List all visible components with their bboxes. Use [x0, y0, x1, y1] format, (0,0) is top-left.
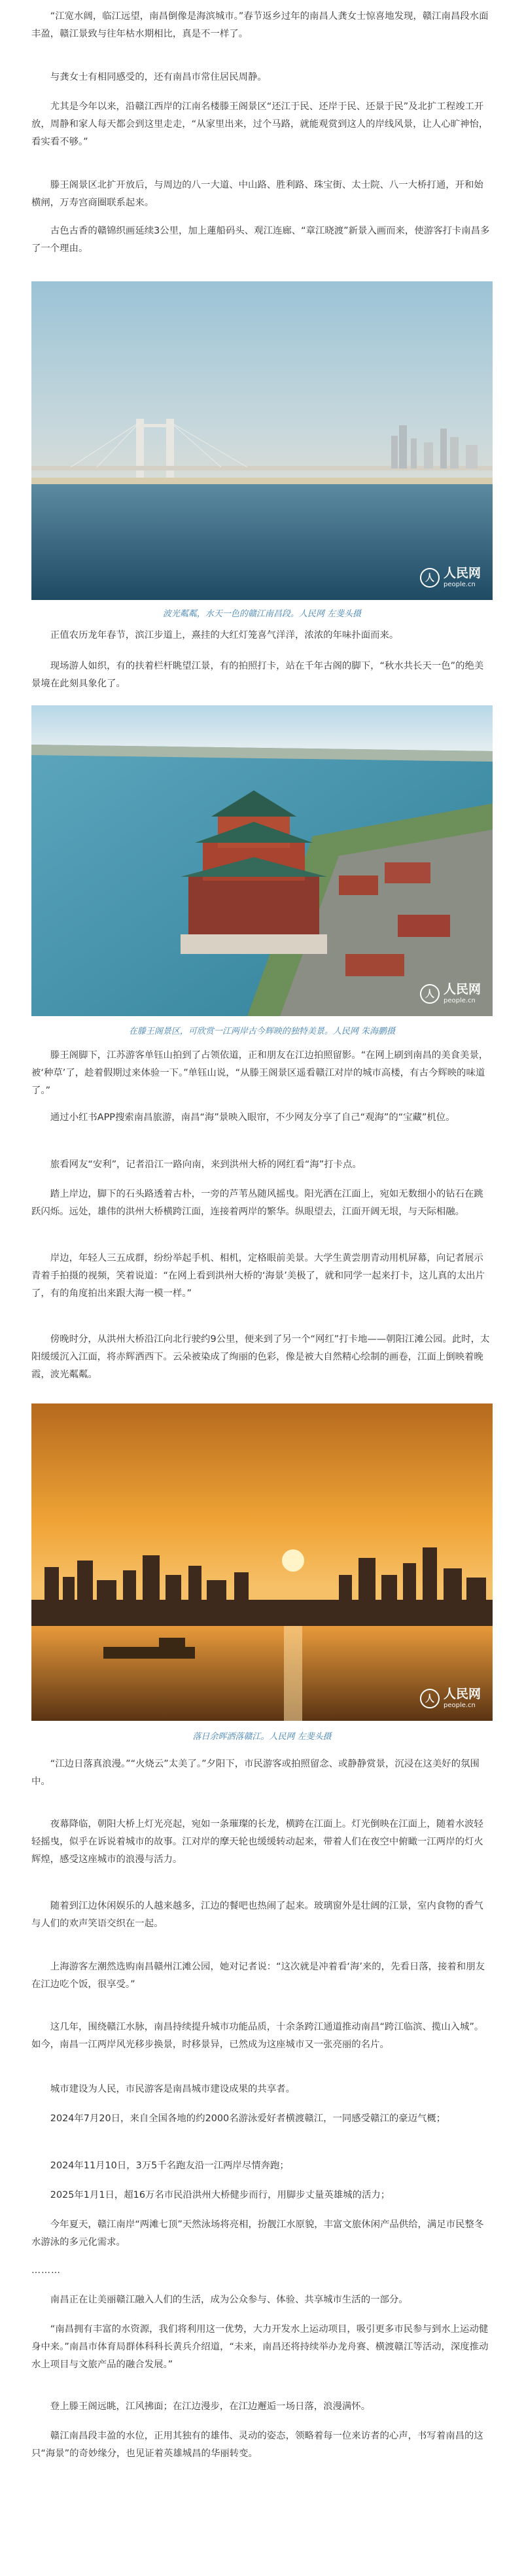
paragraph: 登上滕王阁远眺，江风拂面；在江边漫步，在江边邂逅一场日落，浪漫满怀。 [50, 2401, 371, 2412]
paragraph: 古色古香的赣锦织画延续3公里，加上蓮船码头、观江连廊、“章江晓渡”新景入画而来，使游客打卡南昌多了一个理由。 [31, 226, 490, 254]
paragraph: 岸边，年轻人三五成群，纷纷举起手机、相机，定格眼前美景。大学生黄尝朋青动用机屏幕，向记者展示青着手拍摄的视频，笑着说道：“在网上看到洪州大桥的‘海景’美极了，就和同学一起来打卡，这儿真的太出片了，有的角度拍出来跟大海一模一样。” [31, 1253, 485, 1299]
people-cn-logo-icon: 人 [420, 984, 440, 1004]
people-cn-logo-icon: 人 [420, 1689, 440, 1708]
people-cn-logo-icon: 人 [420, 568, 440, 588]
paragraph: 踏上岸边，脚下的石头路透着古朴，一旁的芦苇丛随风摇曳。阳光洒在江面上，宛如无数细小的钻石在跳跃闪烁。远处，雄伟的洪州大桥横跨江面，连接着两岸的繁华。纵眼望去，江面开阔无垠，与天际相融。 [31, 1189, 483, 1217]
watermark-en: people.cn [443, 581, 476, 588]
watermark-cn: 人民网 [443, 566, 481, 580]
photo-caption: 落日余晖洒落赣江。人民网 左斐头摄 [192, 1732, 332, 1742]
paragraph: 上海游客左潮然选购南昌赣州江滩公园，她对记者说：“这次就是冲着看‘海’来的，先看日落，接着和朋友在江边吃个饭，很享受。” [31, 1962, 485, 1990]
paragraph: 城市建设为人民，市民游客是南昌城市建设成果的共享者。 [50, 2084, 295, 2094]
paragraph: “江边日落真浪漫。”“火烧云”太美了。”夕阳下，市民游客或拍照留念、或静静赏景，沉浸在这美好的氛围中。 [31, 1759, 480, 1787]
photo-river-city-skyline [31, 281, 493, 600]
people-cn-watermark [420, 567, 481, 588]
paragraph: 2024年11月10日，3万5千名跑友沿一江两岸尽情奔跑； [50, 2161, 289, 2171]
paragraph: 通过小红书APP搜索南昌旅游，南昌“海”景映入眼帘，不少网友分享了自己“观海”的“宝藏”机位。 [50, 1112, 455, 1123]
paragraph: 傍晚时分，从洪州大桥沿江向北行驶约9公里，便来到了另一个“网红”打卡地——朝阳江滩公园。此时，太阳缓缓沉入江面，将赤辉洒西下。云朵被染成了绚丽的色彩，像是被大自然精心绘制的画卷，江面上倒映着晚霞，波光粼粼。 [31, 1334, 490, 1380]
river-bridge-illustration [31, 281, 493, 600]
paragraph: 2024年7月20日，来自全国各地的约2000名游泳爱好者横渡赣江，一同感受赣江的豪迈气概； [50, 2113, 446, 2124]
paragraph: 与龚女士有相同感受的，还有南昌市常住居民周静。 [50, 72, 267, 82]
watermark-cn: 人民网 [443, 1687, 481, 1701]
sunset-illustration [31, 1403, 493, 1721]
watermark-cn: 人民网 [443, 982, 481, 997]
paragraph: “江宽水阔，临江远望，南昌倒像是海滨城市。”春节返乡过年的南昌人龚女士惊喜地发现，赣江南昌段水面丰盈，赣江景致与往年枯水期相比，真是不一样了。 [31, 11, 489, 39]
paragraph: 2025年1月1日，超16万名市民沿洪州大桥健步而行，用脚步丈量英雄城的活力； [50, 2190, 391, 2200]
photo-tengwang-pavilion-aerial [31, 705, 493, 1016]
paragraph: 夜幕降临，朝阳大桥上灯光亮起，宛如一条璀璨的长龙，横跨在江面上。灯光倒映在江面上，随着水波轻轻摇曳，似乎在诉说着城市的故事。江对岸的摩天轮也缓缓转动起来，带着人们在夜空中俯瞰一江两岸的灯火辉煌，感受这座城市的浪漫与活力。 [31, 1819, 483, 1865]
paragraph: 滕王阁景区北扩开放后，与周边的八一大道、中山路、胜利路、珠宝街、太士院、八一大桥打通，开和始横闸，万寿宫商圈联系起来。 [31, 180, 483, 208]
paragraph: 今年夏天，赣江南岸“两滩七顶”天然泳场将亮相，扮靓江水原貌，丰富文旅休闲产品供给，满足市民整冬水游泳的多元化需求。 [31, 2219, 484, 2248]
watermark-en: people.cn [443, 1702, 476, 1709]
paragraph: 这几年，围绕赣江水脉，南昌持续提升城市功能品质，十余条跨江通道推动南昌“跨江临滨、揽山入城”。如今，南昌一江两岸风光移步换景，时移景异，已然成为这座城市又一张亮丽的名片。 [31, 2022, 484, 2050]
section-separator: ……… [31, 2265, 61, 2276]
people-cn-watermark [420, 983, 481, 1004]
paragraph: 随着到江边休闲娱乐的人越来越多，江边的餐吧也热闹了起来。玻璃窗外是壮阔的江景，室内食物的香气与人们的欢声笑语交织在一起。 [31, 1901, 483, 1929]
paragraph: 旅看网友“安利”，记者沿江一路向南，来到洪州大桥的网红看“海”打卡点。 [50, 1159, 362, 1170]
paragraph: 正值农历龙年春节，滨江步道上，熹挂的大红灯笼喜气洋洋，浓浓的年味扑面而来。 [50, 630, 399, 641]
paragraph: “南昌拥有丰富的水资源，我们将利用这一优势，大力开发水上运动项目，吸引更多市民参与到水上运动健身中来。”南昌市体育局群体科科长黄兵介绍道，“未来，南昌还将持续举办龙舟赛、横渡赣江等活动，深度推动水上项目与文旅产品的融合发展。” [31, 2324, 489, 2370]
photo-caption: 波光粼粼，水天一色的赣江南昌段。人民网 左斐头摄 [162, 609, 362, 619]
people-cn-watermark [420, 1688, 481, 1709]
paragraph: 尤其是今年以来，沿赣江西岸的江南名楼滕王阁景区“还江于民、还岸于民、还景于民”及北扩工程竣工开放，周静和家人每天都会到这里走走，“从家里出来，过个马路，就能观赏到这人的岸线风景，让人心旷神怡，看实看不够。” [31, 101, 489, 147]
watermark-en: people.cn [443, 997, 476, 1004]
photo-sunset-over-ganjiang [31, 1403, 493, 1721]
pavilion-aerial-illustration [31, 705, 493, 1016]
paragraph: 现场游人如织，有的扶着栏杆眺望江景，有的拍照打卡，站在千年古阁的脚下，“秋水共长天一色”的绝美景境在此刻具象化了。 [31, 661, 484, 689]
paragraph: 南昌正在让美丽赣江融入人们的生活，成为公众参与、体验、共享城市生活的一部分。 [50, 2295, 408, 2305]
paragraph: 滕王阁脚下，江苏游客单钰山拍到了占领依道，正和朋友在江边拍照留影。“在网上刷到南昌的美食美景，被‘种草’了，趁着假期过来体验一下。”单钰山说，“从滕王阁景区遥看赣江对岸的城市高楼，有古今辉映的味道了。” [31, 1050, 489, 1096]
photo-caption: 在滕王阁景区，可欣赏一江两岸古今辉映的独特美景。人民网 朱海鹏摄 [128, 1027, 396, 1036]
paragraph: 赣江南昌段丰盈的水位，正用其独有的雄伟、灵动的姿态，领略着每一位来访者的心声，书写着南昌的这只“海景”的奇妙缘分，也见证着英雄城昌的华丽转变。 [31, 2431, 483, 2459]
